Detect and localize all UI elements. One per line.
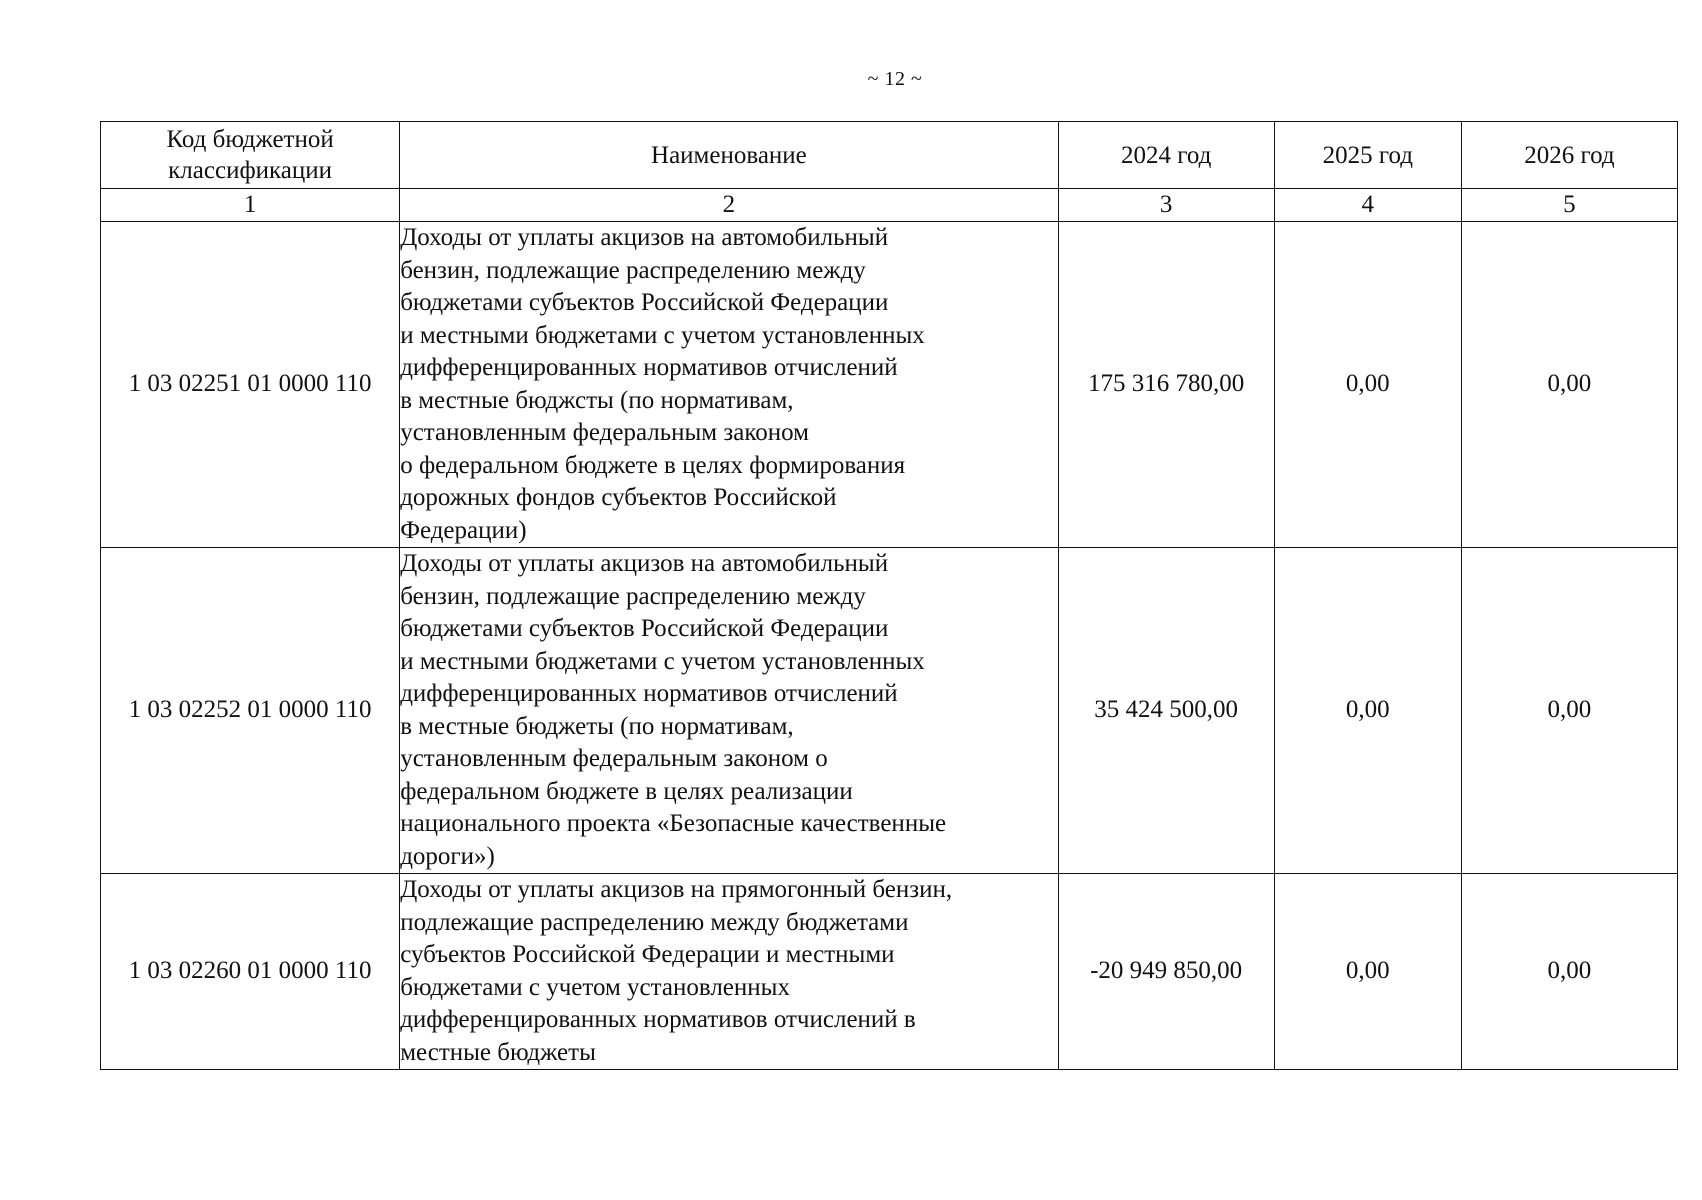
column-number: 3 bbox=[1058, 189, 1274, 222]
header-budget-code: Код бюджетной классификации bbox=[101, 122, 400, 189]
name-line: установленным федеральным законом bbox=[400, 419, 809, 446]
header-year-2024: 2024 год bbox=[1058, 122, 1274, 189]
name-line: установленным федеральным законом о bbox=[400, 745, 828, 772]
page-number: ~ 12 ~ bbox=[867, 68, 923, 90]
column-number: 1 bbox=[101, 189, 400, 222]
column-number: 4 bbox=[1274, 189, 1461, 222]
header-year-2026: 2026 год bbox=[1461, 122, 1677, 189]
value-2025-cell: 0,00 bbox=[1274, 874, 1461, 1070]
table-header-row bbox=[101, 122, 1678, 189]
name-line: субъектов Российской Федерации и местными bbox=[400, 941, 895, 968]
value-2025-cell: 0,00 bbox=[1274, 548, 1461, 874]
revenue-name-cell bbox=[400, 874, 1058, 1070]
name-line: бюджетами субъектов Российской Федерации bbox=[400, 615, 889, 642]
name-line: бензин, подлежащие распределению между bbox=[400, 256, 866, 284]
name-line: бюджетами субъектов Российской Федерации bbox=[400, 289, 889, 316]
name-line: дороги») bbox=[400, 842, 495, 870]
table-row bbox=[101, 874, 1678, 1070]
name-line: Федерации) bbox=[400, 516, 527, 544]
name-line: Доходы от уплаты акцизов на автомобильный bbox=[400, 224, 889, 251]
name-line: в местные бюджеты (по нормативам, bbox=[400, 712, 794, 740]
name-line: федеральном бюджете в целях реализации bbox=[400, 777, 853, 805]
column-number: 5 bbox=[1461, 189, 1677, 222]
budget-revenue-table bbox=[100, 121, 1678, 1070]
name-line: дифференцированных нормативов отчислений bbox=[400, 354, 898, 381]
column-number: 2 bbox=[400, 189, 1058, 222]
name-line: дорожных фондов субъектов Российской bbox=[400, 484, 837, 511]
value-2026-cell: 0,00 bbox=[1461, 548, 1677, 874]
name-line: о федеральном бюджете в целях формирования bbox=[400, 451, 906, 479]
name-line: национального проекта «Безопасные качественные bbox=[400, 810, 947, 837]
name-line: бюджетами с учетом установленных bbox=[400, 973, 790, 1001]
name-line: дифференцированных нормативов отчислений в bbox=[400, 1006, 916, 1033]
table-row bbox=[101, 222, 1678, 548]
revenue-name-cell bbox=[400, 548, 1058, 874]
table-row bbox=[101, 548, 1678, 874]
name-line: в местные бюджсты (по нормативам, bbox=[400, 386, 794, 414]
name-line: Доходы от уплаты акцизов на прямогонный бензин, bbox=[400, 876, 953, 903]
budget-code-cell: 1 03 02260 01 0000 110 bbox=[101, 874, 400, 1070]
header-year-2025: 2025 год bbox=[1274, 122, 1461, 189]
column-number-row bbox=[101, 189, 1678, 222]
value-2026-cell: 0,00 bbox=[1461, 874, 1677, 1070]
revenue-name-cell bbox=[400, 222, 1058, 548]
name-line: бензин, подлежащие распределению между bbox=[400, 582, 866, 610]
value-2024-cell: -20 949 850,00 bbox=[1058, 874, 1274, 1070]
header-name: Наименование bbox=[400, 122, 1058, 189]
value-2025-cell: 0,00 bbox=[1274, 222, 1461, 548]
name-line: и местными бюджетами с учетом установленных bbox=[400, 321, 925, 349]
name-line: Доходы от уплаты акцизов на автомобильный bbox=[400, 550, 889, 577]
value-2024-cell: 175 316 780,00 bbox=[1058, 222, 1274, 548]
value-2024-cell: 35 424 500,00 bbox=[1058, 548, 1274, 874]
budget-code-cell: 1 03 02252 01 0000 110 bbox=[101, 548, 400, 874]
name-line: и местными бюджетами с учетом установленных bbox=[400, 647, 925, 675]
value-2026-cell: 0,00 bbox=[1461, 222, 1677, 548]
name-line: местные бюджеты bbox=[400, 1038, 596, 1066]
name-line: подлежащие распределению между бюджетами bbox=[400, 908, 909, 936]
name-line: дифференцированных нормативов отчислений bbox=[400, 680, 898, 707]
budget-code-cell: 1 03 02251 01 0000 110 bbox=[101, 222, 400, 548]
